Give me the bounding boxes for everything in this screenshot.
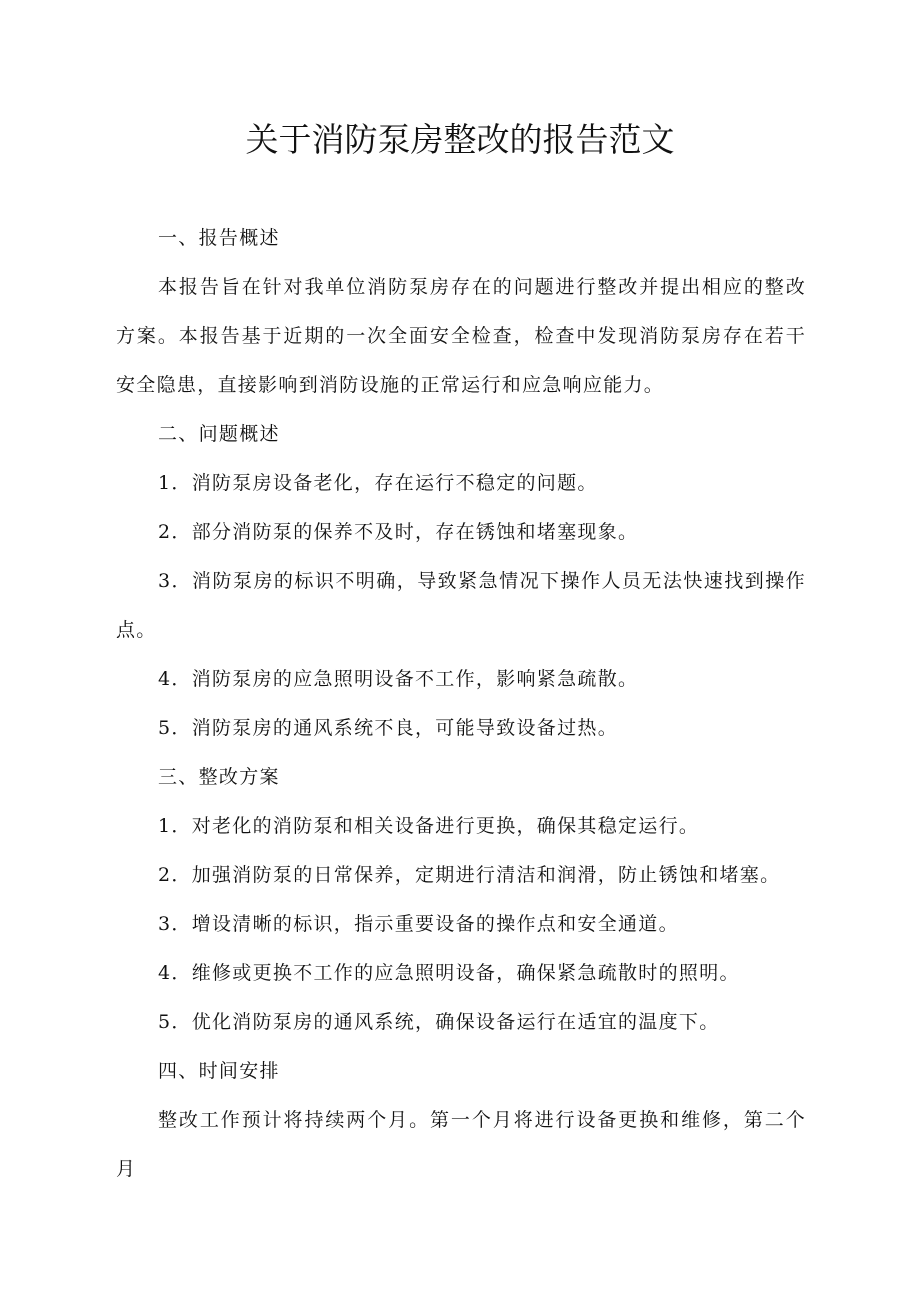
list-item: 1．对老化的消防泵和相关设备进行更换，确保其稳定运行。 bbox=[158, 815, 700, 837]
list-item: 4．消防泵房的应急照明设备不工作，影响紧急疏散。 bbox=[158, 668, 639, 690]
list-item: 5．优化消防泵房的通风系统，确保设备运行在适宜的温度下。 bbox=[158, 1011, 720, 1033]
document-title: 关于消防泵房整改的报告范文 bbox=[245, 120, 675, 159]
section-heading: 一、报告概述 bbox=[158, 227, 280, 249]
document-body bbox=[116, 214, 806, 1194]
list-item: 4．维修或更换不工作的应急照明设备，确保紧急疏散时的照明。 bbox=[158, 962, 740, 984]
paragraph: 整改工作预计将持续两个月。第一个月将进行设备更换和维修，第二个月 bbox=[116, 1109, 806, 1180]
paragraph: 本报告旨在针对我单位消防泵房存在的问题进行整改并提出相应的整改方案。本报告基于近期的一次全面安全检查，检查中发现消防泵房存在若干安全隐患，直接影响到消防设施的正常运行和应急响应能力。 bbox=[116, 276, 806, 396]
list-item: 2．部分消防泵的保养不及时，存在锈蚀和堵塞现象。 bbox=[158, 521, 639, 543]
list-item: 5．消防泵房的通风系统不良，可能导致设备过热。 bbox=[158, 717, 618, 739]
list-item: 2．加强消防泵的日常保养，定期进行清洁和润滑，防止锈蚀和堵塞。 bbox=[158, 864, 781, 886]
list-item: 3．增设清晰的标识，指示重要设备的操作点和安全通道。 bbox=[158, 913, 679, 935]
section-heading: 三、整改方案 bbox=[158, 766, 280, 788]
list-item: 1．消防泵房设备老化，存在运行不稳定的问题。 bbox=[158, 472, 598, 494]
section-heading: 二、问题概述 bbox=[158, 423, 280, 445]
list-item: 3．消防泵房的标识不明确，导致紧急情况下操作人员无法快速找到操作点。 bbox=[116, 570, 806, 641]
section-heading: 四、时间安排 bbox=[158, 1060, 280, 1082]
